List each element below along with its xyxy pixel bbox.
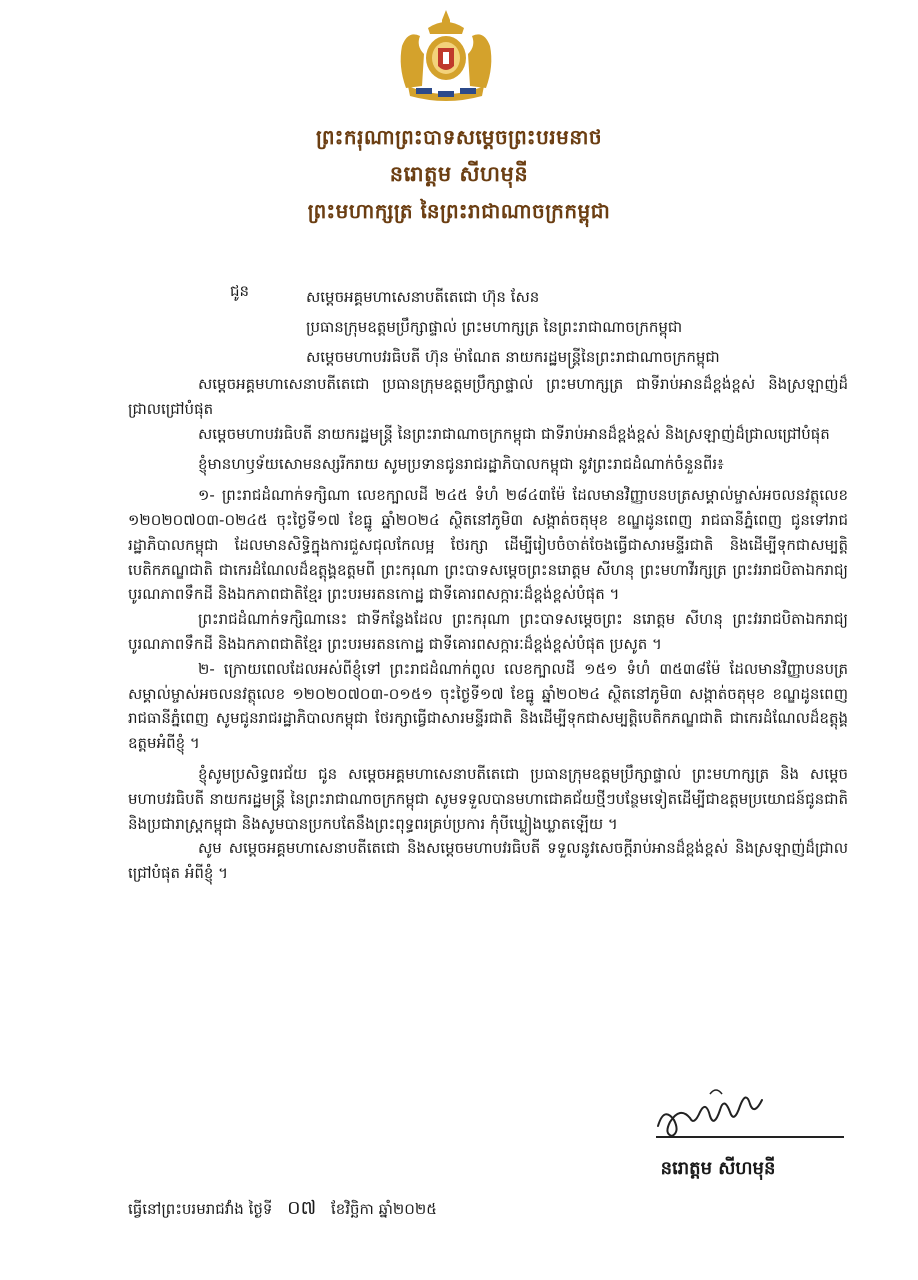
letter-body xyxy=(128,372,848,892)
date-line xyxy=(128,1196,728,1224)
body-paragraph: ១- ព្រះរាជដំណាក់ទក្សិណា លេខក្បាលដី ២៤៥ ទំហំ ២៨៤៣ម៉ែ ដែលមានវិញ្ញាបនបត្រសម្គាល់ម្ចាស់អចលនវត្ថុលេខ ១២០២០៧០៣-០២៤៥ ចុះថ្ងៃទី១៧ ខែធ្នូ ឆ្នាំ២០២៤ ស្ថិតនៅភូមិ៣ សង្កាត់ចតុមុខ ខណ្ឌដូនពេញ រាជធានីភ្នំពេញ ជូនទៅរាជរដ្ឋាភិបាលកម្ពុជា ដែលមានសិទ្ធិក្នុងការជួសជុលកែលម្អ ថែរក្សា ដើម្បីរៀបចំចាត់ចែងធ្វើជាសារមន្ទីរជាតិ និងដើម្បីទុកជាសម្បត្តិបេតិកភណ្ឌជាតិ ជាកេរដំណែលដ៏ឧត្តុង្គឧត្តមពី ព្រះករុណា ព្រះបាទសម្តេចព្រះនរោត្តម សីហនុ ព្រះមហាវីរក្សត្រ ព្រះវររាជបិតាឯករាជ្យ បូរណភាពទឹកដី និងឯកភាពជាតិខ្មែរ ព្រះបរមរតនកោដ្ឋ ជាទីគោរពសក្ការៈដ៏ខ្ពង់ខ្ពស់បំផុត ។ xyxy=(128,486,848,604)
signature-underline xyxy=(656,1136,844,1138)
date-day: ០៧ xyxy=(287,1197,317,1219)
body-paragraph: ខ្ញុំមានហឫទ័យសោមនស្សរីករាយ សូមប្រទានជូនរាជរដ្ឋាភិបាលកម្ពុជា នូវព្រះរាជដំណាក់ចំនួនពីរ៖ xyxy=(198,455,724,474)
date-rest: ខែវិច្ឆិកា ឆ្នាំ២០២៥ xyxy=(330,1200,437,1218)
recipient-line: សម្តេចអគ្គមហាសេនាបតីតេជោ ហ៊ុន សែន xyxy=(306,288,540,306)
header-title-line-1: ព្រះករុណាព្រះបាទសម្តេចព្រះបរមនាថ xyxy=(315,125,603,149)
body-paragraph: សម្តេចអគ្គមហាសេនាបតីតេជោ ប្រធានក្រុមឧត្តមប្រឹក្សាផ្ទាល់ ព្រះមហាក្សត្រ ជាទីរាប់អានដ៏ខ្ពង់ខ្ពស់ និងស្រឡាញ់ដ៏ជ្រាលជ្រៅបំផុត xyxy=(128,375,848,418)
recipient-line: ប្រធានក្រុមឧត្តមប្រឹក្សាផ្ទាល់ ព្រះមហាក្សត្រ នៃព្រះរាជាណាចក្រកម្ពុជា xyxy=(306,318,683,336)
letter-header xyxy=(60,118,858,230)
body-paragraph: ២- ក្រោយពេលដែលអស់ពីខ្ញុំទៅ ព្រះរាជដំណាក់ពូល លេខក្បាលដី ១៥១ ទំហំ ៣៥៣៨ម៉ែ ដែលមានវិញ្ញាបនបត្រសម្គាល់ម្ចាស់អចលនវត្ថុលេខ ១២០២០៧០៣-០១៥១ ចុះថ្ងៃទី១៧ ខែធ្នូ ឆ្នាំ២០២៤ ស្ថិតនៅភូមិ៣ សង្កាត់ចតុមុខ ខណ្ឌដូនពេញ រាជធានីភ្នំពេញ សូមជូនរាជរដ្ឋាភិបាលកម្ពុជា ថែរក្សាធ្វើជាសារមន្ទីរជាតិ និងដើម្បីទុកជាសម្បត្តិបេតិកភណ្ឌជាតិ ជាកេរដំណែលដ៏ឧត្តុង្គឧត្តមអំពីខ្ញុំ ។ xyxy=(128,659,848,753)
signer-name: នរោត្តម សីហមុនី xyxy=(660,1158,776,1179)
recipient-line: សម្តេចមហាបវរធិបតី ហ៊ុន ម៉ាណែត នាយករដ្ឋមន្ត្រីនៃព្រះរាជាណាចក្រកម្ពុជា xyxy=(306,348,720,366)
date-prefix: ធ្វើនៅព្រះបរមរាជវាំង ថ្ងៃទី xyxy=(128,1200,273,1218)
royal-emblem-icon xyxy=(388,6,504,106)
header-title-line-3: ព្រះមហាក្សត្រ នៃព្រះរាជាណាចក្រកម្ពុជា xyxy=(307,199,611,223)
recipient-label: ជូន xyxy=(230,282,250,300)
body-paragraph: ព្រះរាជដំណាក់ទក្សិណានេះ ជាទីកន្លែងដែល ព្រះករុណា ព្រះបាទសម្តេចព្រះ នរោត្តម សីហនុ ព្រះវររាជបិតាឯករាជ្យ បូរណភាពទឹកដី និងឯកភាពជាតិខ្មែរ ព្រះបរមរតនកោដ្ឋ ជាទីគោរពសក្ការៈដ៏ខ្ពង់ខ្ពស់បំផុត ប្រសូត ។ xyxy=(128,610,848,653)
recipient-lines xyxy=(306,282,886,372)
header-title-line-2: នរោត្តម សីហមុនី xyxy=(389,162,529,186)
body-paragraph: សូម សម្តេចអគ្គមហាសេនាបតីតេជោ និងសម្តេចមហាបវរធិបតី ទទួលនូវសេចក្តីរាប់អានដ៏ខ្ពង់ខ្ពស់ និងស្រឡាញ់ដ៏ជ្រាលជ្រៅបំផុត អំពីខ្ញុំ ។ xyxy=(128,839,848,883)
body-paragraph: សម្តេចមហាបវរធិបតី នាយករដ្ឋមន្ត្រី នៃព្រះរាជាណាចក្រកម្ពុជា ជាទីរាប់អានដ៏ខ្ពង់ខ្ពស់ និងស្រឡាញ់ដ៏ជ្រាលជ្រៅបំផុត xyxy=(198,424,830,443)
body-paragraph: ខ្ញុំសូមប្រសិទ្ធពរជ័យ ជូន សម្តេចអគ្គមហាសេនាបតីតេជោ ប្រធានក្រុមឧត្តមប្រឹក្សាផ្ទាល់ ព្រះមហាក្សត្រ និង សម្តេចមហាបវរធិបតី នាយករដ្ឋមន្ត្រី នៃព្រះរាជាណាចក្រកម្ពុជា សូមទទួលបានមហាជោគជ័យថ្មីៗបន្ថែមទៀតដើម្បីជាឧត្តមប្រយោជន៍ជូនជាតិ និងប្រជារាស្ត្រកម្ពុជា និងសូមបានប្រកបតែនឹងព្រះពុទ្ធពរគ្រប់ប្រការ កុំបីឃ្លៀងឃ្លាតឡើយ ។ xyxy=(128,764,848,833)
